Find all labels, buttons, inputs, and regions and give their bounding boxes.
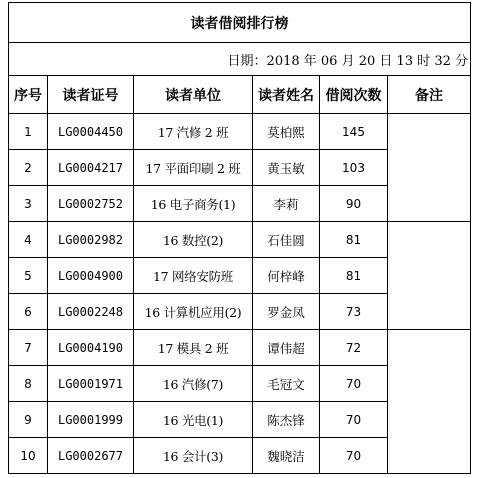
cell-count: 70	[320, 402, 388, 438]
date-row	[9, 43, 471, 76]
cell-remark	[388, 114, 471, 222]
cell-reader-id: LG0002677	[48, 438, 134, 474]
table-row	[9, 114, 471, 150]
cell-seq: 10	[9, 438, 48, 474]
cell-count: 90	[320, 186, 388, 222]
cell-seq: 7	[9, 330, 48, 366]
cell-seq: 1	[9, 114, 48, 150]
cell-name: 李莉	[253, 186, 320, 222]
ranking-sheet	[8, 2, 470, 472]
cell-unit: 16 计算机应用(2)	[134, 294, 253, 330]
cell-reader-id: LG0002982	[48, 222, 134, 258]
cell-unit: 16 汽修(7)	[134, 366, 253, 402]
cell-unit: 16 会计(3)	[134, 438, 253, 474]
cell-count: 81	[320, 222, 388, 258]
header-row	[9, 76, 471, 114]
table-title: 读者借阅排行榜	[9, 3, 471, 43]
cell-seq: 6	[9, 294, 48, 330]
cell-reader-id: LG0001971	[48, 366, 134, 402]
cell-name: 毛冠文	[253, 366, 320, 402]
cell-count: 81	[320, 258, 388, 294]
header-remark: 备注	[388, 76, 471, 114]
cell-name: 石佳圆	[253, 222, 320, 258]
cell-seq: 5	[9, 258, 48, 294]
cell-name: 陈杰锋	[253, 402, 320, 438]
date-line: 日期：2018 年 06 月 20 日 13 时 32 分	[9, 43, 471, 76]
cell-count: 103	[320, 150, 388, 186]
cell-reader-id: LG0004450	[48, 114, 134, 150]
cell-remark	[388, 222, 471, 330]
cell-unit: 16 光电(1)	[134, 402, 253, 438]
cell-unit: 17 平面印刷 2 班	[134, 150, 253, 186]
table-row	[9, 222, 471, 258]
cell-count: 70	[320, 366, 388, 402]
cell-unit: 17 网络安防班	[134, 258, 253, 294]
cell-reader-id: LG0002248	[48, 294, 134, 330]
cell-seq: 4	[9, 222, 48, 258]
cell-reader-id: LG0004217	[48, 150, 134, 186]
cell-reader-id: LG0002752	[48, 186, 134, 222]
header-unit: 读者单位	[134, 76, 253, 114]
cell-count: 145	[320, 114, 388, 150]
table-row	[9, 330, 471, 366]
header-count: 借阅次数	[320, 76, 388, 114]
cell-name: 罗金凤	[253, 294, 320, 330]
cell-count: 70	[320, 438, 388, 474]
cell-remark	[388, 330, 471, 474]
header-seq: 序号	[9, 76, 48, 114]
cell-reader-id: LG0004900	[48, 258, 134, 294]
cell-name: 魏晓洁	[253, 438, 320, 474]
cell-reader-id: LG0001999	[48, 402, 134, 438]
cell-seq: 2	[9, 150, 48, 186]
cell-name: 何梓峰	[253, 258, 320, 294]
header-name: 读者姓名	[253, 76, 320, 114]
cell-seq: 9	[9, 402, 48, 438]
header-reader-id: 读者证号	[48, 76, 134, 114]
cell-reader-id: LG0004190	[48, 330, 134, 366]
cell-unit: 16 数控(2)	[134, 222, 253, 258]
cell-name: 莫柏熙	[253, 114, 320, 150]
cell-count: 73	[320, 294, 388, 330]
cell-seq: 8	[9, 366, 48, 402]
cell-count: 72	[320, 330, 388, 366]
cell-unit: 16 电子商务(1)	[134, 186, 253, 222]
cell-seq: 3	[9, 186, 48, 222]
cell-name: 谭伟超	[253, 330, 320, 366]
cell-unit: 17 模具 2 班	[134, 330, 253, 366]
table-body	[9, 114, 471, 474]
cell-name: 黄玉敏	[253, 150, 320, 186]
cell-unit: 17 汽修 2 班	[134, 114, 253, 150]
ranking-table	[8, 2, 471, 474]
title-row	[9, 3, 471, 43]
